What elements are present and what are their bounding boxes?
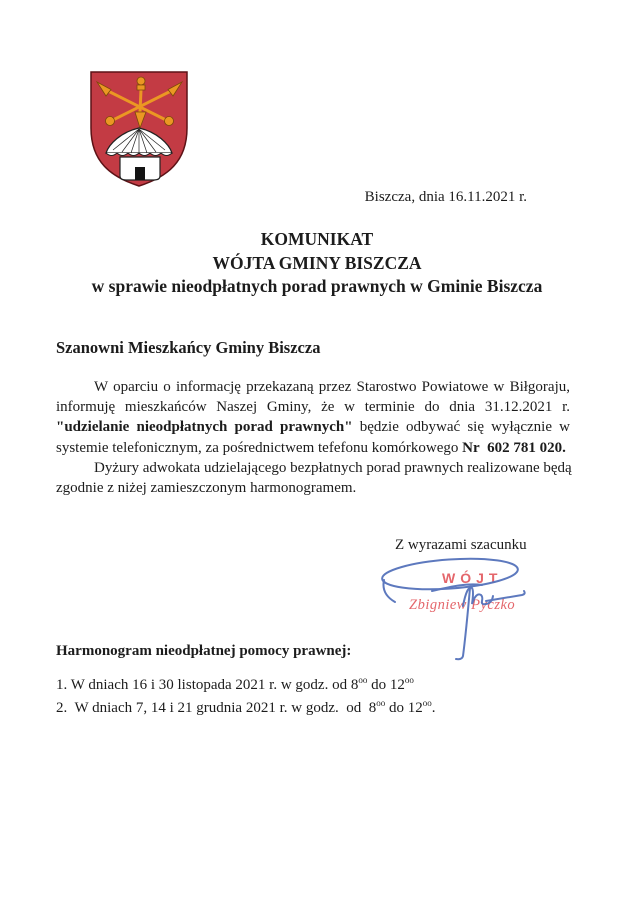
bold-phrase-free-legal-advice: "udzielanie nieodpłatnych porad prawnych" — [56, 419, 353, 436]
schedule-heading: Harmonogram nieodpłatnej pomocy prawnej: — [56, 643, 352, 659]
title-line-1: KOMUNIKAT — [260, 229, 374, 249]
para1-line4-rest: systemie telefonicznym, za pośrednictwem tefefonu komórkowego — [56, 439, 463, 456]
para1-line3 — [56, 417, 570, 437]
hours-superscript: oo — [358, 675, 368, 685]
para1-line1: W oparciu o informację przekazaną przez Starostwo Powiatowe w Biłgoraju, — [94, 379, 570, 395]
mayor-stamp-name: Zbigniew Pyczko — [409, 597, 516, 613]
salutation: Szanowni Mieszkańcy Gminy Biszcza — [56, 338, 321, 357]
para2-line1: Dyżury adwokata udzielającego bezpłatnych porad prawnych realizowane będą — [94, 459, 572, 476]
title-line-3: w sprawie nieodpłatnych porad prawnych w Gminie Biszcza — [91, 276, 543, 296]
mayor-stamp-title: WÓJT — [442, 570, 503, 586]
title-line-2: WÓJTA GMINY BISZCZA — [212, 252, 422, 273]
schedule-list — [56, 674, 436, 719]
signature-strike — [486, 591, 525, 601]
signature-icon — [368, 548, 553, 673]
coat-of-arms-icon — [88, 70, 190, 188]
hours-superscript: oo — [376, 697, 386, 708]
signature-vertical — [456, 588, 470, 659]
para2-line2: zgodnie z niżej zamieszczonym harmonogramem. — [56, 480, 357, 497]
body-text — [56, 377, 570, 498]
hours-superscript: oo — [422, 697, 432, 708]
closing-respect-line: Z wyrazami szacunku — [395, 537, 527, 553]
schedule-item-2: 2. W dniach 7, 14 i 21 grudnia 2021 r. w godz. od $8^{oo}$ do $12^{oo}$. — [56, 697, 436, 716]
phone-number: Nr 602 781 020. — [462, 439, 566, 456]
signature-loops — [463, 588, 493, 606]
para1-line4 — [56, 438, 570, 458]
para1-line2: informuję mieszkańców Naszej Gminy, że w terminie do dnia 31.12.2021 r. — [56, 399, 570, 416]
date-line: Biszcza, dnia 16.11.2021 r. — [364, 189, 527, 205]
para1-line3-rest: będzie odbywać się wyłącznie w — [352, 419, 570, 436]
hut-door — [135, 167, 145, 180]
hours-superscript: oo — [404, 675, 414, 685]
document-title — [0, 228, 634, 299]
schedule-item-1: 1. W dniach 16 i 30 listopada 2021 r. w godz. od $8^{oo}$ do $12^{oo}$ — [56, 675, 414, 693]
